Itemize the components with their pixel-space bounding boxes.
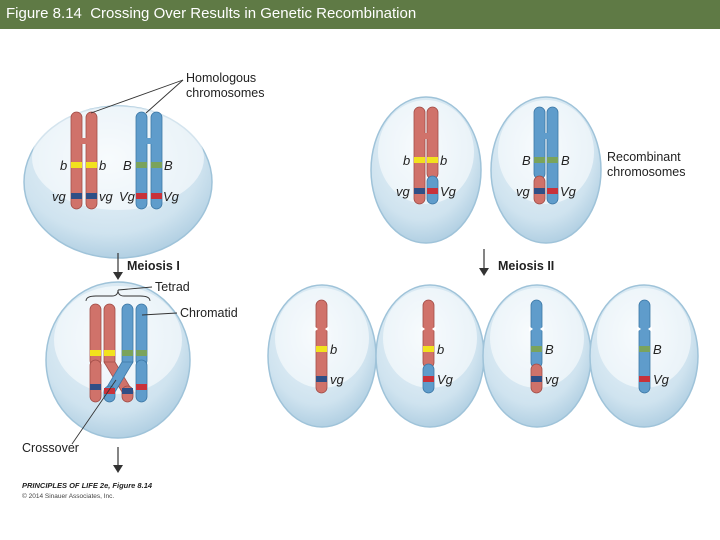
allele-label: b: [99, 158, 107, 173]
arrow-head: [113, 465, 123, 473]
allele-label: b: [440, 153, 448, 168]
arrow-head: [113, 272, 123, 280]
allele-label: b: [403, 153, 411, 168]
cell-tetrad: [46, 282, 190, 438]
allele-label: B: [164, 158, 173, 173]
chromatid-label: Chromatid: [180, 306, 238, 320]
allele-label: B: [522, 153, 531, 168]
allele-label: vg: [330, 372, 344, 387]
arrow-head: [479, 268, 489, 276]
allele-label: B: [653, 342, 662, 357]
credit-line-2: © 2014 Sinauer Associates, Inc.: [22, 493, 115, 500]
allele-label: Vg: [560, 184, 576, 199]
allele-label: Vg: [440, 184, 456, 199]
meiosis-2-label: Meiosis II: [498, 259, 555, 273]
allele-label: vg: [52, 189, 66, 204]
cell-recombinant-right: [491, 97, 601, 243]
crossover-label: Crossover: [22, 441, 79, 455]
allele-label: B: [545, 342, 554, 357]
allele-label: vg: [99, 189, 113, 204]
homologous-label-line1: Homologous: [186, 71, 257, 85]
tetrad-label: Tetrad: [155, 280, 190, 294]
allele-label: B: [123, 158, 132, 173]
recombination-diagram: [0, 29, 720, 540]
meiosis-1-label: Meiosis I: [127, 259, 180, 273]
credit-line-1: PRINCIPLES OF LIFE 2e, Figure 8.14: [22, 481, 153, 490]
figure-title: Figure 8.14 Crossing Over Results in Genetic Recombination: [6, 5, 417, 22]
allele-label: b: [437, 342, 445, 357]
allele-label: b: [60, 158, 68, 173]
pointer-line: [146, 80, 183, 113]
allele-label: vg: [396, 184, 410, 199]
recombinant-label-line2: chromosomes: [607, 165, 686, 179]
gamete-chromosome-3: [531, 300, 542, 393]
allele-label: B: [561, 153, 570, 168]
allele-label: Vg: [653, 372, 669, 387]
allele-label: Vg: [163, 189, 179, 204]
allele-label: vg: [516, 184, 530, 199]
allele-label: vg: [545, 372, 559, 387]
allele-label: Vg: [437, 372, 453, 387]
recombinant-label-line1: Recombinant: [607, 150, 681, 164]
homologous-label-line2: chromosomes: [186, 86, 265, 100]
allele-label: b: [330, 342, 338, 357]
cell-recombinant-left: [371, 97, 481, 243]
gamete-chromosome-1: [314, 300, 329, 393]
header-bar: [0, 0, 720, 29]
cell-homologous: [24, 106, 212, 258]
gamete-chromosome-4: [639, 300, 650, 393]
allele-label: Vg: [119, 189, 135, 204]
gamete-chromosome-2: [423, 300, 434, 393]
